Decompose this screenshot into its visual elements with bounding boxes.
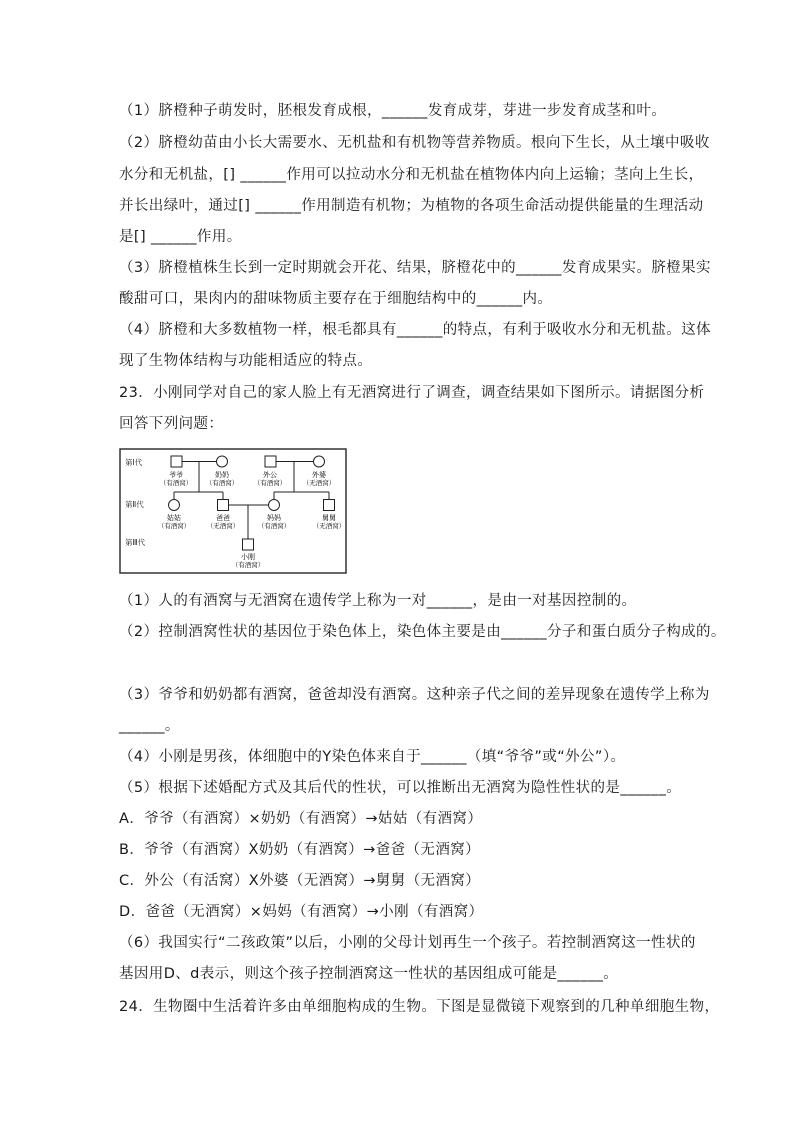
gen2-label: 第Ⅱ代	[125, 500, 144, 509]
q23-sub4: （4）小刚是男孩，体细胞中的Y染色体来自于______（填“爷爷”或“外公”）。	[119, 749, 626, 765]
q22-part4-line1: （4）脐橙和大多数植物一样，根毛都具有______的特点，有利于吸收水分和无机盐。这体	[119, 322, 711, 338]
q24-intro: 24．生物圈中生活着许多由单细胞构成的生物。下图是显微镜下观察到的几种单细胞生物，	[119, 999, 720, 1015]
yeye-label: 爷爷	[169, 471, 183, 479]
q22-part2-line3: 并长出绿叶，通过[] ______作用制造有机物；为植物的各项生命活动提供能量的生理活动	[119, 198, 704, 214]
q22-part2-line4: 是[] ______作用。	[119, 229, 242, 245]
waipo-trait: （无酒窝）	[302, 479, 336, 487]
waigong-label: 外公	[263, 471, 277, 479]
nainai-label: 奶奶	[215, 471, 229, 479]
q22-part2-line2: 水分和无机盐，[] ______作用可以拉动水分和无机盐在植物体内向上运输；茎向上生长，	[119, 167, 704, 183]
q23-sub1: （1）人的有酒窝与无酒窝在遗传学上称为一对______，是由一对基因控制的。	[119, 593, 637, 609]
q23-option-c: C．外公（有活窝）X外婆（无酒窝）→舅舅（无酒窝）	[119, 873, 481, 889]
q23-intro-line2: 回答下列问题：	[119, 416, 224, 432]
xiaogang-trait: （有酒窝）	[231, 561, 265, 569]
q22-part3-line2: 酸甜可口，果肉内的甜味物质主要存在于细胞结构中的______内。	[119, 291, 553, 307]
q23-option-a: A．爷爷（有酒窝）×奶奶（有酒窝）→姑姑（有酒窝）	[119, 811, 483, 827]
baba-trait: （无酒窝）	[206, 522, 240, 530]
gen3-label: 第Ⅲ代	[125, 538, 146, 547]
mama-label: 妈妈	[267, 514, 281, 522]
gen1-label: 第Ⅰ代	[125, 458, 143, 467]
xiaogang-label: 小刚	[241, 553, 255, 561]
jiujiu-trait: （无酒窝）	[312, 522, 346, 530]
q23-sub3-line2: ______。	[119, 718, 180, 734]
q22-part2-line1: （2）脐橙幼苗由小长大需要水、无机盐和有机物等营养物质。根向下生长，从土壤中吸收	[119, 135, 710, 151]
q22-part4-line2: 现了生物体结构与功能相适应的特点。	[119, 353, 373, 369]
q22-part1: （1）脐橙种子萌发时，胚根发育成根，______发育成芽，芽进一步发育成茎和叶。	[119, 103, 667, 119]
q23-sub6-line2: 基因用D、d表示，则这个孩子控制酒窝这一性状的基因组成可能是______。	[119, 966, 619, 982]
q23-sub5: （5）根据下述婚配方式及其后代的性状，可以推断出无酒窝为隐性性状的是______。	[119, 780, 682, 796]
q23-intro-line1: 23．小刚同学对自己的家人脸上有无酒窝进行了调查，调查结果如下图所示。请据图分析	[119, 385, 705, 401]
q23-sub3-line1: （3）爷爷和奶奶都有酒窝，爸爸却没有酒窝。这种亲子代之间的差异现象在遗传学上称为	[119, 687, 710, 703]
gugu-label: 姑姑	[167, 514, 181, 522]
q23-sub2: （2）控制酒窝性状的基因位于染色体上，染色体主要是由______分子和蛋白质分子构成的。	[119, 624, 726, 640]
q23-sub6-line1: （6）我国实行“二孩政策”以后，小刚的父母计划再生一个孩子。若控制酒窝这一性状的	[119, 935, 696, 951]
q22-part3-line1: （3）脐橙植株生长到一定时期就会开花、结果，脐橙花中的______发育成果实。脐橙果实	[119, 260, 711, 276]
jiujiu-label: 舅舅	[322, 514, 336, 522]
q23-option-d: D．爸爸（无酒窝）×妈妈（有酒窝）→小刚（有酒窝）	[119, 904, 484, 920]
nainai-trait: （有酒窝）	[205, 479, 239, 487]
waipo-label: 外婆	[312, 471, 326, 479]
mama-trait: （有酒窝）	[257, 522, 291, 530]
yeye-trait: （有酒窝）	[159, 479, 193, 487]
waigong-trait: （有酒窝）	[253, 479, 287, 487]
q23-option-b: B．爷爷（有酒窝）X奶奶（有酒窝）→爸爸（无酒窝）	[119, 842, 481, 858]
pedigree-diagram	[119, 448, 347, 574]
gugu-trait: （有酒窝）	[157, 522, 191, 530]
baba-label: 爸爸	[216, 514, 230, 522]
